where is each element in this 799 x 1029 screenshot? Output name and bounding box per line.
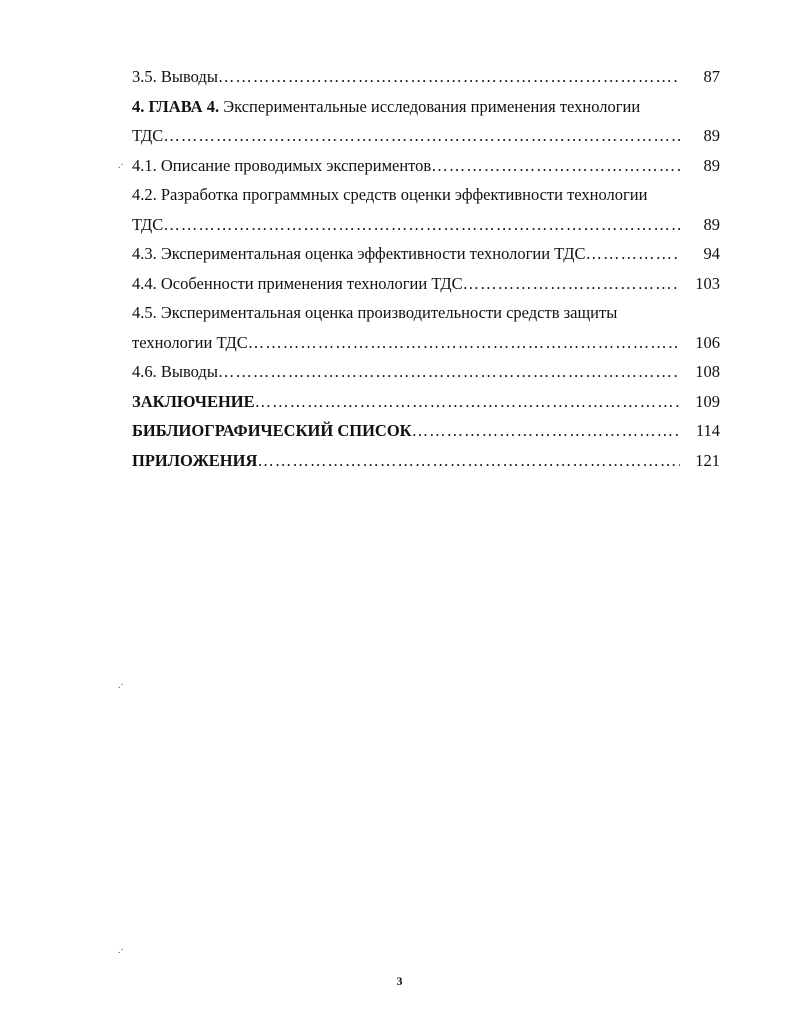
toc-entry-4-3	[132, 239, 720, 269]
leader-dots	[218, 357, 680, 387]
toc-entry-page: 121	[695, 450, 720, 470]
toc-entry-title: 4.5. Экспериментальная оценка производительности средств защиты	[132, 303, 618, 322]
toc-entry-title: 4.3. Экспериментальная оценка эффективности технологии ТДС	[132, 244, 586, 263]
toc-entry-title: БИБЛИОГРАФИЧЕСКИЙ СПИСОК	[132, 421, 412, 440]
leader-dots	[163, 121, 680, 151]
toc-entry-conclusion	[132, 387, 720, 417]
leader-dots	[412, 416, 680, 446]
toc-entry-4-6	[132, 357, 720, 387]
toc-entry-page: 87	[703, 67, 720, 86]
toc-entry-appendices	[132, 446, 720, 476]
toc-entry-title: 4.6. Выводы	[132, 362, 218, 381]
toc-entry-title: 4.2. Разработка программных средств оценки эффективности технологии	[132, 185, 648, 204]
toc-entry-page: 89	[703, 214, 720, 234]
toc-entry-4-2	[132, 180, 720, 239]
leader-dots	[463, 269, 680, 299]
scan-speck: .·	[118, 160, 124, 171]
toc-entry-page: 106	[695, 332, 720, 352]
toc-entry-4-4	[132, 269, 720, 299]
leader-dots	[218, 62, 680, 92]
leader-dots	[431, 151, 680, 181]
toc-entry-page: 94	[703, 244, 720, 263]
toc-entry-title: 4.4. Особенности применения технологии ТДС	[132, 273, 463, 293]
toc-entry-title: 3.5. Выводы	[132, 67, 218, 86]
toc-entry-4-5	[132, 298, 720, 357]
table-of-contents	[132, 62, 720, 475]
leader-dots	[585, 239, 680, 269]
toc-entry-title: ЗАКЛЮЧЕНИЕ	[132, 391, 255, 411]
toc-entry-page: 108	[695, 362, 720, 381]
chapter-label: ГЛАВА 4.	[148, 96, 220, 116]
toc-entry-3-5	[132, 62, 720, 92]
scan-speck: .·	[118, 945, 124, 956]
toc-entry-page: 109	[695, 391, 720, 411]
toc-entry-title-cont: ТДС	[132, 214, 164, 234]
toc-entry-page: 89	[703, 126, 720, 145]
leader-dots	[163, 210, 680, 240]
scan-speck: .·	[118, 680, 124, 691]
toc-entry-chapter-4	[132, 92, 720, 151]
page-number: 3	[396, 974, 403, 988]
chapter-title-cont: ТДС	[132, 126, 164, 145]
leader-dots	[248, 328, 680, 358]
toc-entry-page: 114	[695, 421, 720, 440]
leader-dots	[257, 446, 680, 476]
toc-entry-bibliography	[132, 416, 720, 446]
toc-entry-page: 103	[695, 273, 720, 293]
toc-entry-title-cont: технологии ТДС	[132, 332, 248, 352]
toc-entry-page: 89	[703, 155, 720, 175]
chapter-title: Экспериментальные исследования применения технологии	[223, 96, 641, 116]
toc-entry-4-1	[132, 151, 720, 181]
toc-entry-title: ПРИЛОЖЕНИЯ	[132, 450, 258, 470]
toc-entry-title: 4.1. Описание проводимых экспериментов	[132, 155, 432, 175]
leader-dots	[255, 387, 680, 417]
chapter-number: 4.	[132, 96, 145, 116]
